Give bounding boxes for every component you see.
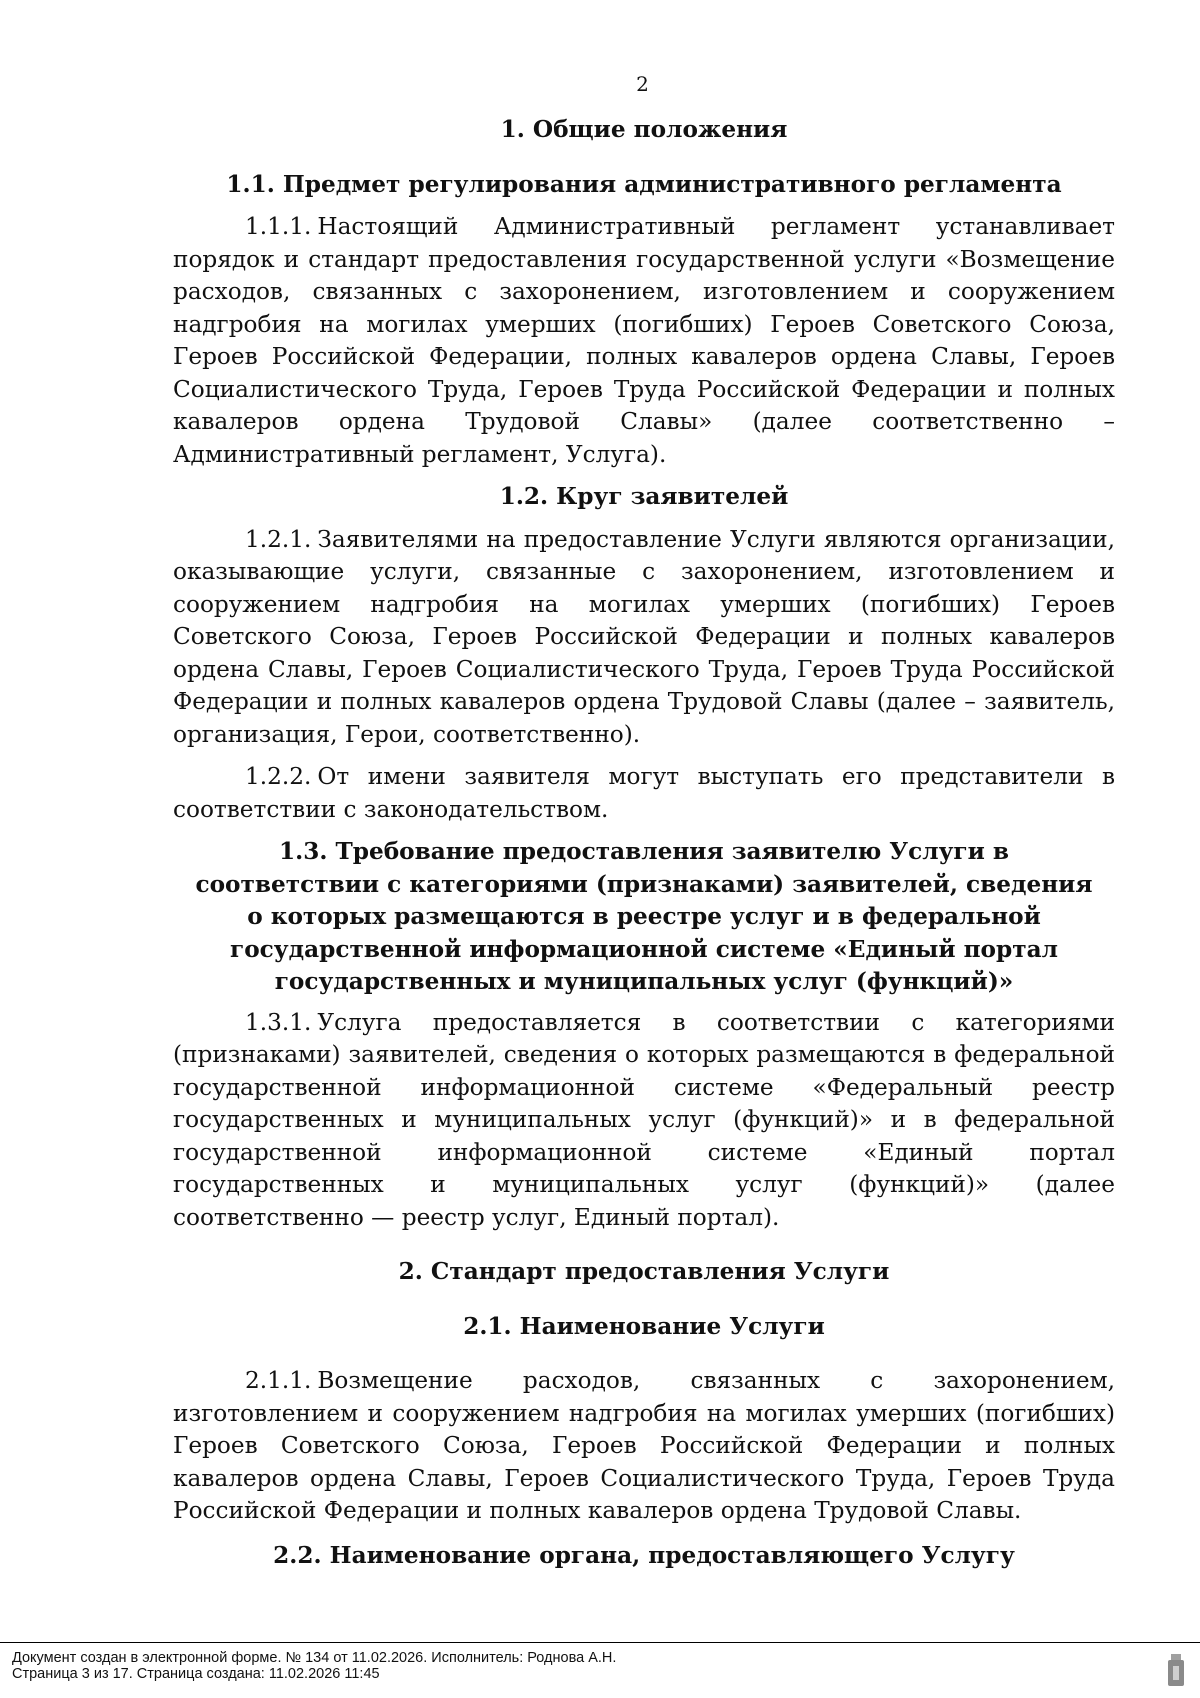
paragraph-1-2-1	[173, 524, 1115, 752]
footer-line-2: Страница 3 из 17. Страница создана: 11.02.2026 11:45	[12, 1666, 380, 1682]
paragraph-1-1-1	[173, 211, 1115, 471]
footer-line-1: Документ создан в электронной форме. № 134 от 11.02.2026. Исполнитель: Роднова А.Н.	[12, 1650, 617, 1666]
paragraph-2-1-1	[173, 1365, 1115, 1528]
section-1-title: 1. Общие положения	[500, 116, 788, 143]
section-2-title: 2. Стандарт предоставления Услуги	[398, 1258, 890, 1285]
paragraph-text: Услуга предоставляется в соответствии с категориями (признаками) заявителей, сведения о которых размещаются в федеральной государственной информационной системе «Федеральный реестр государственных и муниципальных услуг (функций)» и в федеральной государственной информационной системе «Единый портал государственных и муниципальных услуг (функций)» (далее соответственно — реестр услуг, Единый портал).	[173, 1008, 1115, 1231]
page-number: 2	[636, 72, 649, 96]
paragraph-number: 2.1.1.	[245, 1367, 312, 1394]
paragraph-number: 1.2.1.	[245, 525, 312, 553]
paragraph-text: От имени заявителя могут выступать его представители в соответствии с законодательством.	[173, 763, 1115, 823]
document-body	[173, 114, 1115, 1572]
footer	[12, 1650, 616, 1682]
section-1-3-title: 1.3. Требование предоставления заявителю Услуги в соответствии с категориями (признаками) заявителей, сведения о которых размещаются в реестре услуг и в федеральной государственной информационной системе «Единый портал государственных и муниципальных услуг (функций)»	[195, 838, 1093, 995]
section-2-2-title: 2.2. Наименование органа, предоставляющего Услугу	[273, 1541, 1015, 1569]
paragraph-number: 1.1.1.	[245, 213, 312, 240]
paragraph-1-3-1	[173, 1007, 1115, 1235]
paragraph-text: Возмещение расходов, связанных с захоронением, изготовлением и сооружением надгробия на могилах умерших (погибших) Героев Советского Союза, Героев Российской Федерации и полных кавалеров ордена Славы, Героев Социалистического Труда, Героев Труда Российской Федерации и полных кавалеров ордена Трудовой Славы.	[173, 1367, 1115, 1524]
footer-divider	[0, 1642, 1200, 1643]
coat-of-arms-icon	[1166, 1652, 1186, 1690]
paragraph-number: 1.3.1.	[245, 1008, 312, 1036]
paragraph-1-2-2	[173, 761, 1115, 826]
section-2-1-title: 2.1. Наименование Услуги	[463, 1312, 825, 1340]
section-1-1-title: 1.1. Предмет регулирования административного регламента	[226, 170, 1062, 198]
paragraph-text: Заявителями на предоставление Услуги являются организации, оказывающие услуги, связанные с захоронением, изготовлением и сооружением надгробия на могилах умерших (погибших) Героев Советского Союза, Героев Российской Федерации и полных кавалеров ордена Славы, Героев Социалистического Труда, Героев Труда Российской Федерации и полных кавалеров ордена Трудовой Славы (далее – заявитель, организация, Герои, соответственно).	[173, 525, 1115, 748]
paragraph-number: 1.2.2.	[245, 763, 312, 790]
paragraph-text: Настоящий Административный регламент устанавливает порядок и стандарт предоставления государственной услуги «Возмещение расходов, связанных с захоронением, изготовлением и сооружением надгробия на могилах умерших (погибших) Героев Советского Союза, Героев Российской Федерации, полных кавалеров ордена Славы, Героев Социалистического Труда, Героев Труда Российской Федерации и полных кавалеров ордена Трудовой Славы» (далее соответственно – Административный регламент, Услуга).	[173, 213, 1115, 468]
section-1-2-title: 1.2. Круг заявителей	[499, 483, 789, 510]
